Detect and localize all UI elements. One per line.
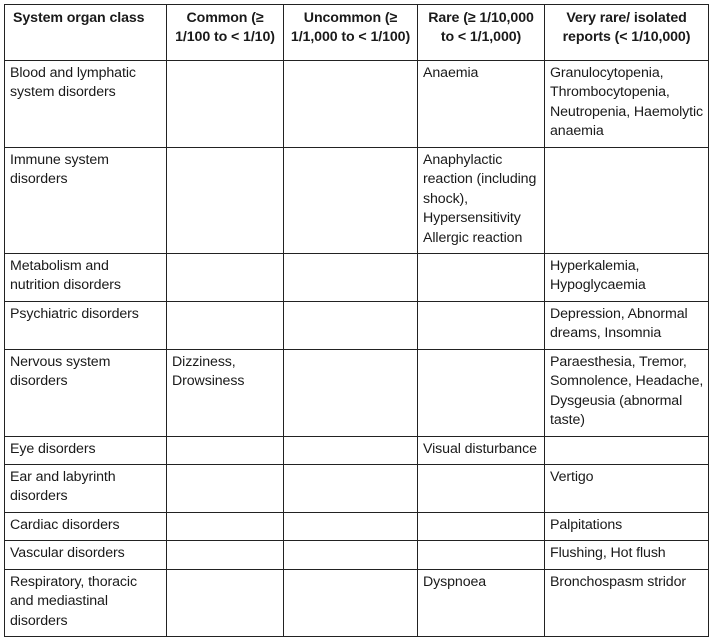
table-header [5, 5, 709, 61]
cell-very-rare: Granulocytopenia, Thrombocytopenia, Neutropenia, Haemolytic anaemia [545, 61, 709, 148]
cell-uncommon [284, 254, 418, 302]
table-body [5, 61, 709, 637]
header-row [5, 5, 709, 61]
cell-uncommon [284, 302, 418, 350]
cell-uncommon [284, 465, 418, 513]
cell-rare: Visual disturbance [418, 436, 545, 464]
cell-organ-class: Ear and labyrinth disorders [5, 465, 167, 513]
cell-very-rare: Hyperkalemia, Hypoglycaemia [545, 254, 709, 302]
cell-organ-class: Blood and lymphatic system disorders [5, 61, 167, 148]
header-uncommon: Uncommon (≥ 1/1,000 to < 1/100) [284, 5, 418, 61]
cell-organ-class: Eye disorders [5, 436, 167, 464]
cell-common [167, 541, 284, 569]
cell-very-rare: Paraesthesia, Tremor, Somnolence, Headache, Dysgeusia (abnormal taste) [545, 350, 709, 437]
table-row [5, 148, 709, 254]
cell-very-rare: Palpitations [545, 513, 709, 541]
cell-common [167, 436, 284, 464]
cell-very-rare [545, 148, 709, 254]
cell-rare [418, 541, 545, 569]
cell-rare [418, 513, 545, 541]
header-rare: Rare (≥ 1/10,000 to < 1/1,000) [418, 5, 545, 61]
cell-uncommon [284, 436, 418, 464]
table-row [5, 465, 709, 513]
cell-common: Dizziness, Drowsiness [167, 350, 284, 437]
table-row [5, 61, 709, 148]
cell-uncommon [284, 148, 418, 254]
table-row [5, 541, 709, 569]
cell-very-rare: Vertigo [545, 465, 709, 513]
table-row [5, 350, 709, 437]
cell-common [167, 61, 284, 148]
cell-rare [418, 350, 545, 437]
cell-common [167, 254, 284, 302]
cell-organ-class: Metabolism and nutrition disorders [5, 254, 167, 302]
cell-uncommon [284, 61, 418, 148]
cell-very-rare [545, 436, 709, 464]
cell-common [167, 569, 284, 636]
cell-very-rare: Bronchospasm stridor [545, 569, 709, 636]
cell-uncommon [284, 541, 418, 569]
cell-rare [418, 302, 545, 350]
cell-rare: Anaphylactic reaction (including shock), Hypersensitivity Allergic reaction [418, 148, 545, 254]
table-row [5, 254, 709, 302]
table-row [5, 302, 709, 350]
cell-rare [418, 254, 545, 302]
table-row [5, 436, 709, 464]
table-row [5, 569, 709, 636]
cell-organ-class: Respiratory, thoracic and mediastinal disorders [5, 569, 167, 636]
cell-common [167, 302, 284, 350]
cell-rare [418, 465, 545, 513]
cell-rare: Dyspnoea [418, 569, 545, 636]
header-system-organ-class: System organ class [5, 5, 167, 61]
cell-very-rare: Depression, Abnormal dreams, Insomnia [545, 302, 709, 350]
cell-rare: Anaemia [418, 61, 545, 148]
cell-organ-class: Nervous system disorders [5, 350, 167, 437]
header-very-rare: Very rare/ isolated reports (< 1/10,000) [545, 5, 709, 61]
table-row [5, 513, 709, 541]
cell-organ-class: Cardiac disorders [5, 513, 167, 541]
cell-organ-class: Vascular disorders [5, 541, 167, 569]
cell-uncommon [284, 513, 418, 541]
cell-common [167, 513, 284, 541]
adverse-reactions-table [4, 4, 709, 637]
cell-organ-class: Psychiatric disorders [5, 302, 167, 350]
cell-common [167, 465, 284, 513]
cell-organ-class: Immune system disorders [5, 148, 167, 254]
cell-uncommon [284, 350, 418, 437]
cell-common [167, 148, 284, 254]
cell-very-rare: Flushing, Hot flush [545, 541, 709, 569]
header-common: Common (≥ 1/100 to < 1/10) [167, 5, 284, 61]
cell-uncommon [284, 569, 418, 636]
